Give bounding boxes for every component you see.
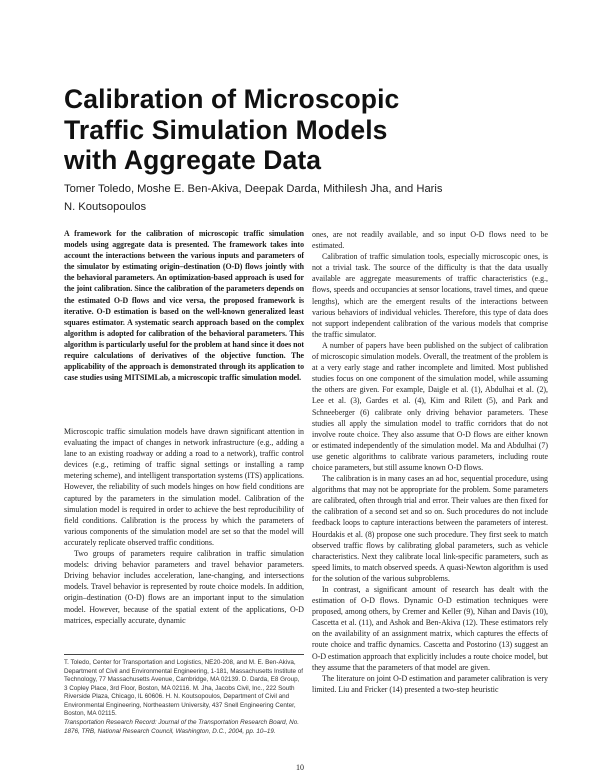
footnote-affiliations: T. Toledo, Center for Transportation and Logistics, NE20-208, and M. E. Ben-Akiva, Department of Civil and Environmental Engineering, 1-181, Massachusetts Institute of Technology, 77 Massachusetts Avenue, Cambridge, MA 02139. D. Darda, E8 Group, 3 Copley Place, 3rd Floor, Boston, MA 02116. M. Jha, Jacobs Civil, Inc., 222 South Riverside Plaza, Chicago, IL 60606. H. N. Koutsopoulos, Department of Civil and Environmental Engineering, Northeastern University, 437 Snell Engineering Center, Boston, MA 02115. xyxy=(64,659,304,717)
footnote-citation: Transportation Research Record: Journal of the Transportation Research Board, No. 1876, TRB, National Research Council, Washington, D.C., 2004, pp. 10–19. xyxy=(64,719,299,735)
body-paragraph: In contrast, a significant amount of research has dealt with the estimation of O-D flows. Dynamic O-D estimation techniques were proposed, among others, by Cremer and Keller (9), Nihan and Davis (10), Cascetta et al. (11), and Ashok and Ben-Akiva (12). These estimators rely on the availability of an assignment matrix, which captures the effects of route choice and traffic dynamics. Cascetta and Postorino (13) suggest an O-D estimation approach that explicitly includes a route choice model, but they assume that the parameters of that model are given. xyxy=(312,585,548,672)
title-line: with Aggregate Data xyxy=(64,145,322,175)
abstract-block xyxy=(64,228,304,383)
author-list: Tomer Toledo, Moshe E. Ben-Akiva, Deepak Darda, Mithilesh Jha, and Haris N. Koutsopoulos xyxy=(64,183,443,213)
body-paragraph: Calibration of traffic simulation tools, especially microscopic ones, is not a trivial task. The source of the difficulty is that the data usually available are aggregate measurements of traffic characteristics (e.g., flows, speeds and occupancies at sensor locations, travel times, and queue lengths), which are the emergent results of the interactions between various behaviors of individual vehicles. Therefore, this type of data does not support independent calibration of the various models that comprise the traffic simulator. xyxy=(312,252,548,339)
paper-title xyxy=(64,84,534,176)
left-column-body xyxy=(64,426,304,626)
body-paragraph: Microscopic traffic simulation models have drawn significant attention in evaluating the impact of changes in network infrastructure (e.g., adding a lane to an existing roadway or adding a road to a network), traffic control devices (e.g., retiming of traffic signal settings or installing a ramp metering scheme), and intelligent transportation systems (ITS) applications. However, the reliability of such models hinges on how field conditions are captured by the parameters in the simulation model. Calibration of the simulation model is required in order to achieve the best reproducibility of field conditions. Calibration is the process by which the parameters of various components of the simulation model are set so that the model will accurately replicate observed traffic conditions. xyxy=(64,427,304,547)
page-number: 10 xyxy=(296,763,304,772)
right-column-body xyxy=(312,229,548,695)
title-line: Calibration of Microscopic xyxy=(64,84,400,114)
footnote-divider xyxy=(64,654,304,655)
body-paragraph: A number of papers have been published on the subject of calibration of microscopic simulation models. Overall, the treatment of the problem is at a very early stage and rather incomplete and limited. Most published studies focus on one component of the simulation model, while assuming the others are given. For example, Daigle et al. (1), Abdulhai et al. (2), Lee et al. (3), Gardes et al. (4), Kim and Rilett (5), and Park and Schneeberger (6) calibrate only driving behavior parameters. These studies all apply the simulation model to traffic corridors that do not involve route choice. They also assume that O-D flows are either known or estimated independently of the simulation model. Ma and Abdulhai (7) use genetic algorithms to calibrate various parameters, including route choice parameters, but still assume known O-D flows. xyxy=(312,340,548,472)
body-paragraph: The literature on joint O-D estimation and parameter calibration is very limited. Liu and Fricker (14) presented a two-step heuristic xyxy=(312,673,548,694)
body-paragraph: The calibration is in many cases an ad hoc, sequential procedure, using algorithms that may not be appropriate for the problem. Some parameters are calibrated, often through trial and error. Their values are then fixed for the calibration of a second set and so on. Such procedures do not include feedback loops to capture interactions between the parameters of interest. Hourdakis et al. (8) propose one such procedure. They first seek to match observed traffic flows by calibrating global parameters, such as vehicle characteristics. Next they calibrate local link-specific parameters, such as speed limits, to match observed speeds. A quasi-Newton algorithm is used for the solution of the various subproblems. xyxy=(312,474,548,583)
title-line: Traffic Simulation Models xyxy=(64,114,388,145)
abstract-text: A framework for the calibration of microscopic traffic simulation models using aggregate data is presented. The framework takes into account the interactions between the various inputs and parameters of the simulator by estimating origin–destination (O-D) flows jointly with the behavioral parameters. An optimization-based approach is used for the joint calibration. Since the calibration of the parameters depends on the estimated O-D flows and vice versa, the proposed framework is iterative. O-D estimation is based on the well-known generalized least squares estimator. A systematic search approach based on the complex algorithm is adopted for calibration of the behavioral parameters. This algorithm is particularly useful for the problem at hand since it does not require calculations of derivatives of the objective function. The applicability of the approach is demonstrated through its application to case studies using MITSIMLab, a microscopic traffic simulation model. xyxy=(64,229,304,383)
body-paragraph: Two groups of parameters require calibration in traffic simulation models: driving behavior parameters and travel behavior parameters. Driving behavior includes acceleration, lane-changing, and intersections models. Travel behavior is represented by route choice models. In addition, origin–destination (O-D) flows are an important input to the simulation model. However, because of the spatial extent of the applications, O-D matrices, especially accurate, dynamic xyxy=(64,549,304,625)
body-paragraph: ones, are not readily available, and so input O-D flows need to be estimated. xyxy=(312,230,548,251)
